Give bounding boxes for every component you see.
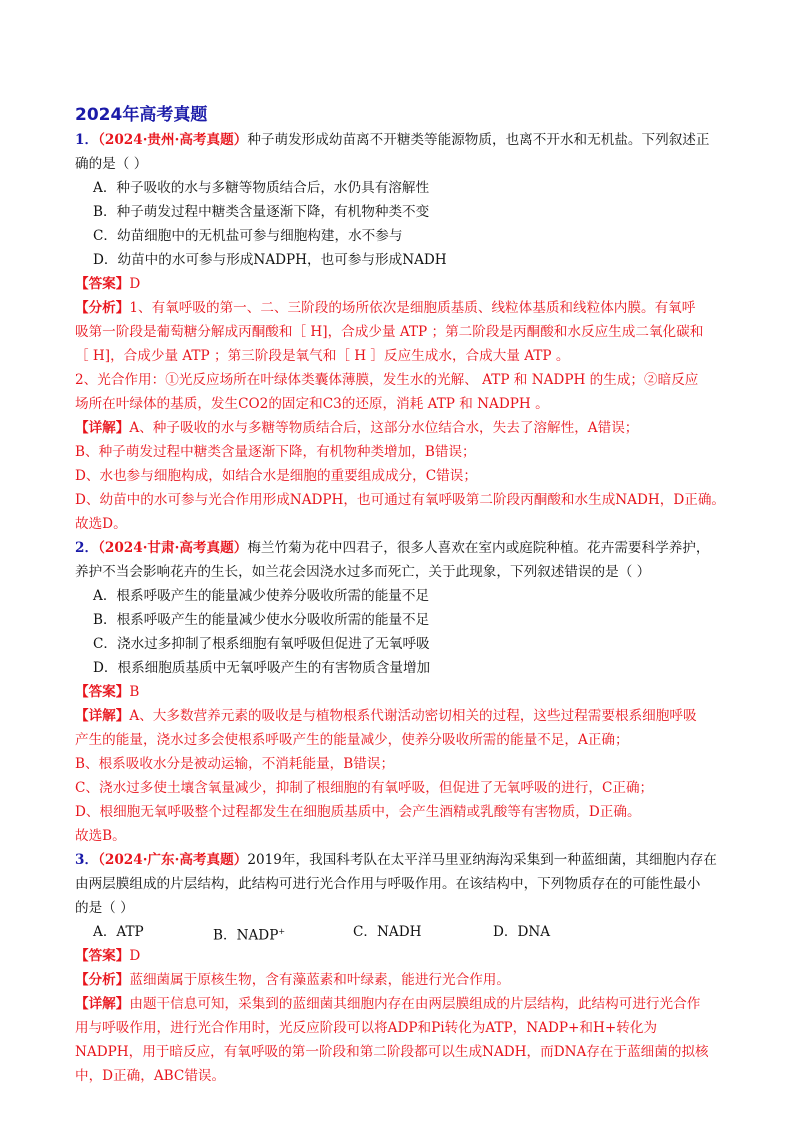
q3-option-a: A．ATP [93, 924, 144, 940]
q3-stem-line1 [75, 850, 717, 870]
q3-source: （2024·广东·高考真题） [98, 852, 248, 868]
q3-option-c: C．NADH [353, 924, 422, 940]
q2-detail-line1: 【详解】A、大多数营养元素的吸收是与植物根系代谢活动密切相关的过程，这些过程需要根系细胞呼吸 [75, 708, 697, 724]
q1-answer-value: D [129, 276, 141, 292]
q1-analysis-label: 【分析】 [75, 300, 130, 316]
q3-option-d: D．DNA [493, 924, 551, 940]
q2-detail-line2: 产生的能量，浇水过多会使根系呼吸产生的能量减少，使养分吸收所需的能量不足，A正确； [75, 732, 629, 748]
q2-option-a: A．根系呼吸产生的能量减少使养分吸收所需的能量不足 [93, 588, 430, 604]
q1-option-c: C．幼苗细胞中的无机盐可参与细胞构建，水不参与 [93, 228, 403, 244]
q1-analysis-line4: 2、光合作用：①光反应场所在叶绿体类囊体薄膜，发生水的光解、 ATP 和 NADPH 的生成；②暗反应 [75, 372, 699, 388]
q1-source: （2024·贵州·高考真题） [98, 132, 248, 148]
q1-analysis-line1: 【分析】1、有氧呼吸的第一、二、三阶段的场所依次是细胞质基质、线粒体基质和线粒体内膜。有氧呼 [75, 300, 696, 316]
q1-option-b: B．种子萌发过程中糖类含量逐渐下降，有机物种类不变 [93, 204, 430, 220]
page-title: 2024年高考真题 [75, 105, 208, 125]
q1-detail-line2: B、种子萌发过程中糖类含量逐渐下降，有机物种类增加，B错误； [75, 444, 476, 460]
q1-option-d: D．幼苗中的水可参与形成NADPH，也可参与形成NADH [93, 252, 447, 268]
q2-number: 2． [75, 540, 99, 556]
q3-detail-label: 【详解】 [75, 996, 130, 1012]
q1-answer-label: 【答案】 [75, 276, 130, 292]
q3-stem-line3: 的是（ ） [75, 900, 134, 916]
q1-analysis-line5: 场所在叶绿体的基质，发生CO2的固定和C3的还原，消耗 ATP 和 NADPH 。 [75, 396, 549, 412]
q2-detail-line4: C、浇水过多使土壤含氧量减少，抑制了根细胞的有氧呼吸，但促进了无氧呼吸的进行，C正确； [75, 780, 654, 796]
q1-detail-label: 【详解】 [75, 420, 130, 436]
q3-answer-value: D [129, 948, 141, 964]
q3-detail-line1: 【详解】由题干信息可知，采集到的蓝细菌其细胞内存在由两层膜组成的片层结构，此结构可进行光合作 [75, 996, 701, 1012]
q2-stem-text: 梅兰竹菊为花中四君子，很多人喜欢在室内或庭院种植。花卉需要科学养护， [247, 540, 710, 556]
q2-answer-label: 【答案】 [75, 684, 130, 700]
q1-option-a: A．种子吸收的水与多糖等物质结合后，水仍具有溶解性 [93, 180, 430, 196]
q3-stem-line2: 由两层膜组成的片层结构，此结构可进行光合作用与呼吸作用。在该结构中，下列物质存在的可能性最小 [75, 876, 701, 892]
q1-stem-line1 [75, 130, 710, 150]
q2-answer [75, 682, 139, 702]
q3-analysis-label: 【分析】 [75, 972, 130, 988]
q1-detail-line1: 【详解】A、种子吸收的水与多糖等物质结合后，这部分水位结合水，失去了溶解性，A错误； [75, 420, 639, 436]
q3-option-b: B．NADP+ [213, 927, 286, 944]
q1-number: 1． [75, 132, 99, 148]
q2-detail-line6: 故选B。 [75, 828, 126, 844]
q2-detail-line5: D、根细胞无氧呼吸整个过程都发生在细胞质基质中，会产生酒精或乳酸等有害物质，D正确。 [75, 804, 641, 820]
q2-source: （2024·甘肃·高考真题） [98, 540, 248, 556]
q2-stem-line2: 养护不当会影响花卉的生长，如兰花会因浇水过多而死亡，关于此现象，下列叙述错误的是（ ） [75, 564, 651, 580]
q2-option-b: B．根系呼吸产生的能量减少使水分吸收所需的能量不足 [93, 612, 430, 628]
q3-answer-label: 【答案】 [75, 948, 130, 964]
q2-option-c: C．浇水过多抑制了根系细胞有氧呼吸但促进了无氧呼吸 [93, 636, 430, 652]
q1-detail-line4: D、幼苗中的水可参与光合作用形成NADPH，也可通过有氧呼吸第二阶段丙酮酸和水生成NADH，D正确。 [75, 492, 726, 508]
q1-stem-line2: 确的是（ ） [75, 156, 148, 172]
q2-detail-line3: B、根系吸收水分是被动运输，不消耗能量，B错误； [75, 756, 395, 772]
q3-stem-text: 2019年，我国科考队在太平洋马里亚纳海沟采集到一种蓝细菌，其细胞内存在 [247, 852, 717, 868]
q3-option-b-sup: + [278, 927, 286, 936]
q1-analysis-line2: 吸第一阶段是葡萄糖分解成丙酮酸和［ H]，合成少量 ATP ；第二阶段是丙酮酸和水反应生成二氧化碳和 [75, 324, 704, 340]
q2-option-d: D．根系细胞质基质中无氧呼吸产生的有害物质含量增加 [93, 660, 431, 676]
q1-analysis-line3: ［ H]，合成少量 ATP ；第三阶段是氧气和［ H ］反应生成水，合成大量 ATP 。 [75, 348, 570, 364]
q3-detail-line3: NADPH，用于暗反应，有氧呼吸的第一阶段和第二阶段都可以生成NADH，而DNA存在于蓝细菌的拟核 [75, 1044, 709, 1060]
q1-detail-line3: D、水也参与细胞构成，如结合水是细胞的重要组成成分，C错误； [75, 468, 477, 484]
q3-number: 3． [75, 852, 99, 868]
q3-analysis-line1: 【分析】蓝细菌属于原核生物，含有藻蓝素和叶绿素，能进行光合作用。 [75, 972, 510, 988]
q3-answer [75, 946, 140, 966]
q2-detail-label: 【详解】 [75, 708, 130, 724]
q1-answer [75, 274, 140, 294]
q3-detail-line2: 用与呼吸作用，进行光合作用时，光反应阶段可以将ADP和Pi转化为ATP，NADP+和H+转化为 [75, 1020, 658, 1036]
q1-stem-text: 种子萌发形成幼苗离不开糖类等能源物质，也离不开水和无机盐。下列叙述正 [247, 132, 710, 148]
q1-detail-line5: 故选D。 [75, 516, 127, 532]
q2-answer-value: B [129, 684, 140, 700]
q3-detail-line4: 中，D正确，ABC错误。 [75, 1068, 226, 1084]
q2-stem-line1 [75, 538, 710, 558]
